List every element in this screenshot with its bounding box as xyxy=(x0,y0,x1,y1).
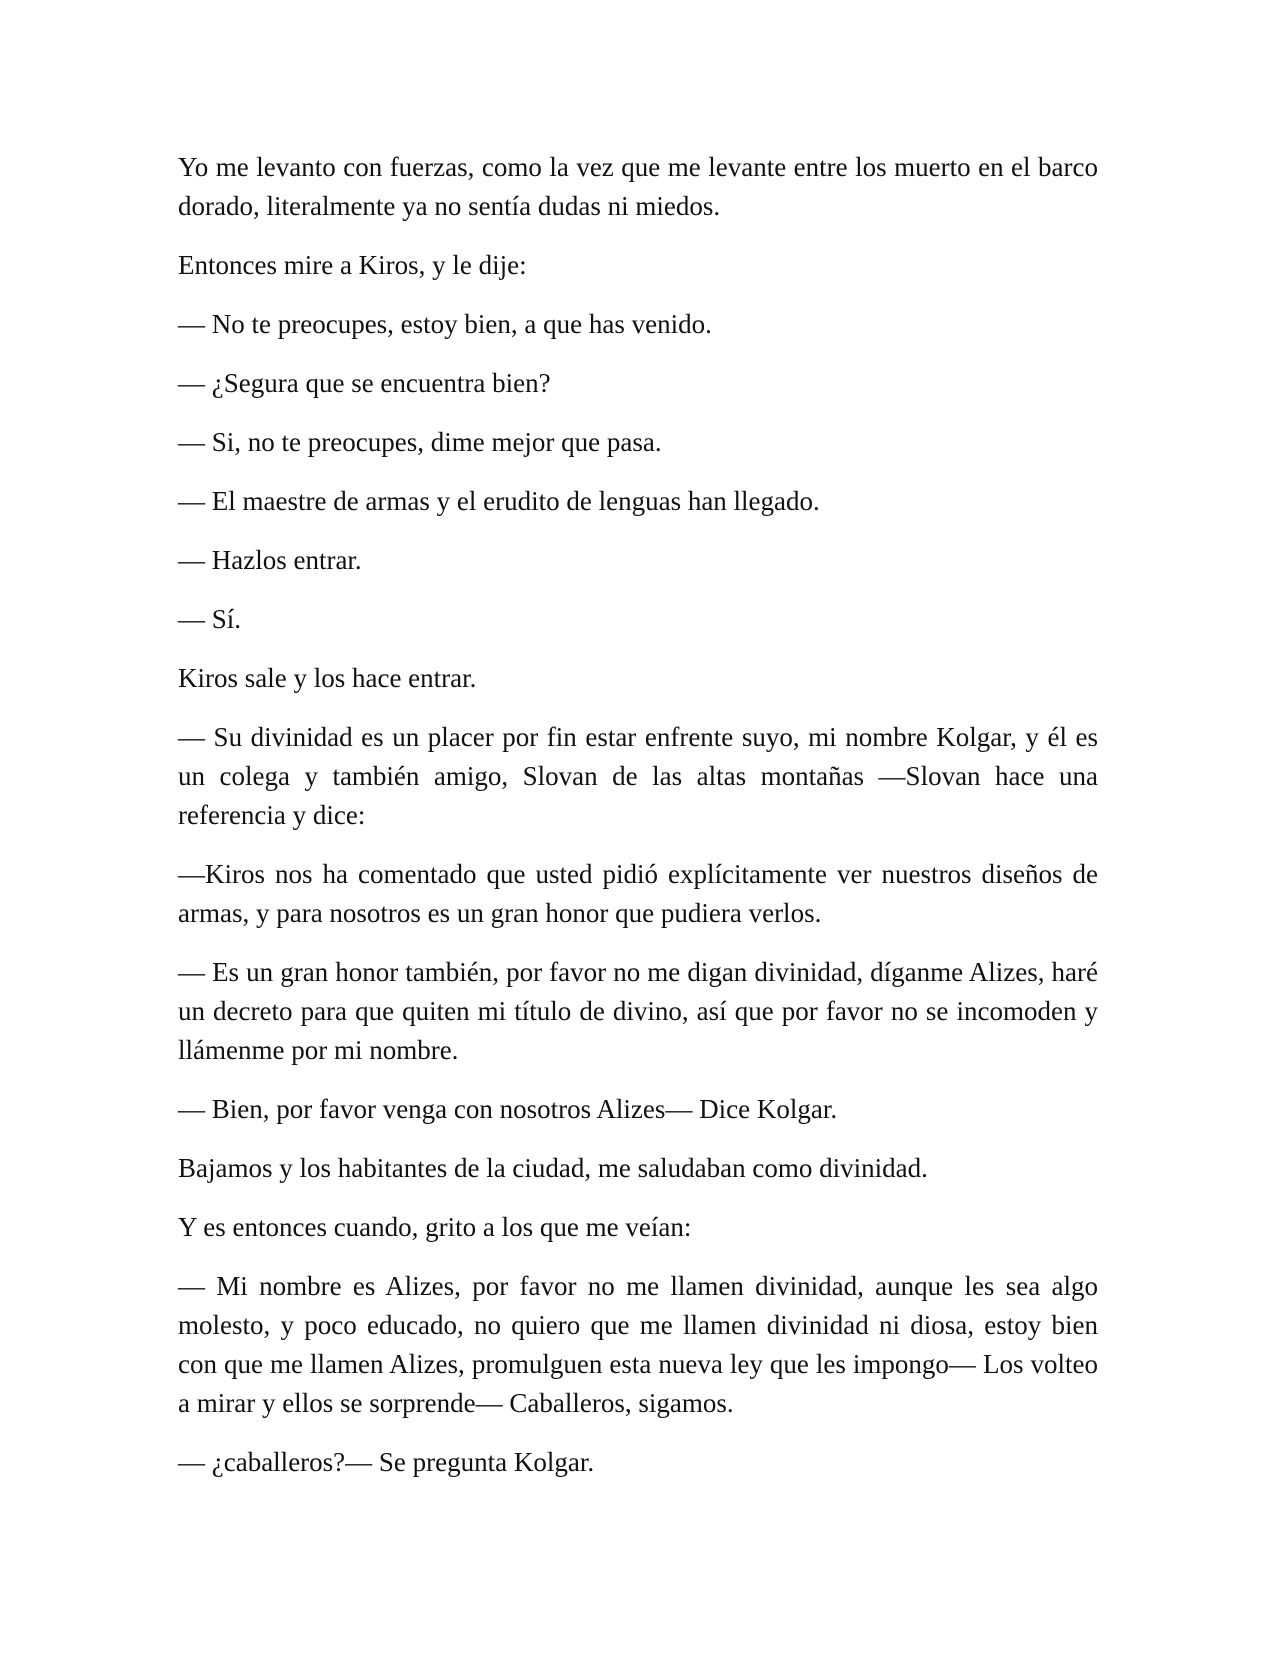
dialogue-line: — El maestre de armas y el erudito de lenguas han llegado. xyxy=(178,486,820,516)
paragraph: Kiros sale y los hace entrar. xyxy=(178,663,477,693)
dialogue-line: — No te preocupes, estoy bien, a que has venido. xyxy=(178,309,712,339)
dialogue-line: — Mi nombre es Alizes, por favor no me llamen divinidad, aunque les sea algo molesto, y poco educado, no quiero que me llamen divinidad ni diosa, estoy bien con que me llamen Alizes, promulguen esta nueva ley que les impongo— Los volteo a mirar y ellos se sorprende— Caballeros, sigamos. xyxy=(178,1271,1098,1418)
dialogue-line: — Su divinidad es un placer por fin estar enfrente suyo, mi nombre Kolgar, y él es un colega y también amigo, Slovan de las altas montañas —Slovan hace una referencia y dice: xyxy=(178,722,1098,830)
paragraph: Y es entonces cuando, grito a los que me veían: xyxy=(178,1212,692,1242)
dialogue-line: — ¿caballeros?— Se pregunta Kolgar. xyxy=(178,1447,595,1477)
paragraph: Entonces mire a Kiros, y le dije: xyxy=(178,250,527,280)
dialogue-line: — Bien, por favor venga con nosotros Alizes— Dice Kolgar. xyxy=(178,1094,838,1124)
dialogue-line: — Si, no te preocupes, dime mejor que pasa. xyxy=(178,427,662,457)
dialogue-line: —Kiros nos ha comentado que usted pidió explícitamente ver nuestros diseños de armas, y para nosotros es un gran honor que pudiera verlos. xyxy=(178,859,1098,928)
dialogue-line: — Hazlos entrar. xyxy=(178,545,362,575)
dialogue-line: — ¿Segura que se encuentra bien? xyxy=(178,368,551,398)
document-page xyxy=(178,148,1098,1502)
dialogue-line: — Es un gran honor también, por favor no me digan divinidad, díganme Alizes, haré un decreto para que quiten mi título de divino, así que por favor no se incomoden y llámenme por mi nombre. xyxy=(178,957,1098,1065)
dialogue-line: — Sí. xyxy=(178,604,242,634)
paragraph: Bajamos y los habitantes de la ciudad, me saludaban como divinidad. xyxy=(178,1153,928,1183)
paragraph: Yo me levanto con fuerzas, como la vez que me levante entre los muerto en el barco dorado, literalmente ya no sentía dudas ni miedos. xyxy=(178,152,1098,221)
